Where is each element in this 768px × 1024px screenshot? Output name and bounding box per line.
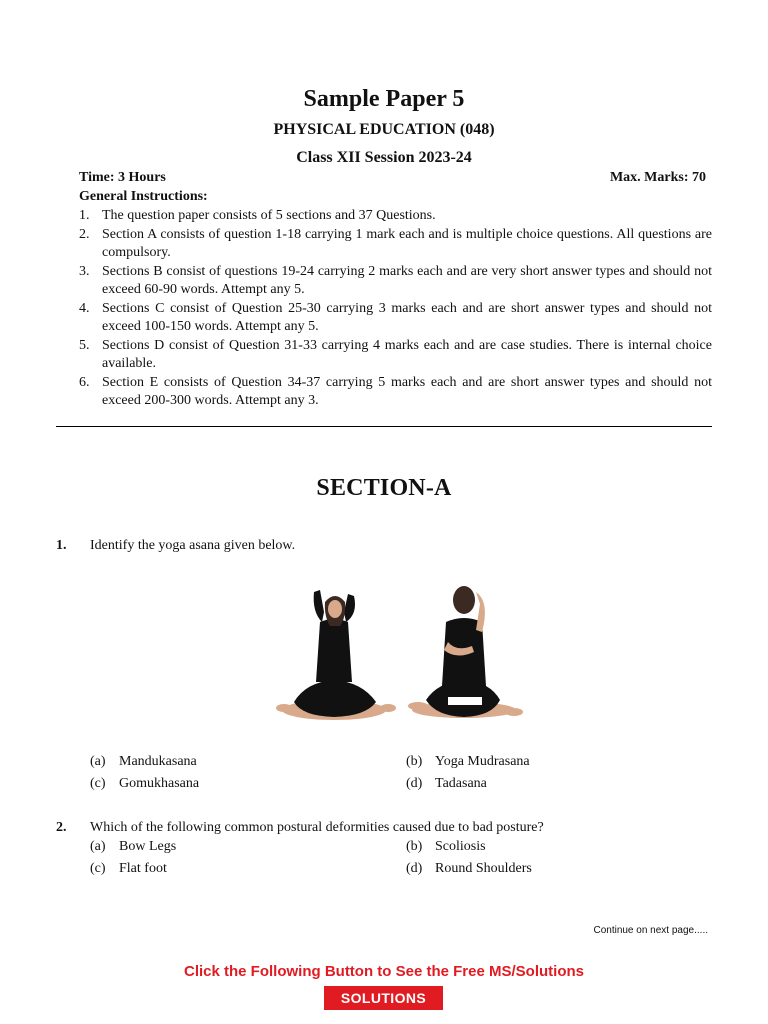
instruction-text: The question paper consists of 5 sections and 37 Questions. [102, 208, 436, 223]
question-number: 1. [56, 538, 67, 553]
instruction-number: 2. [79, 226, 90, 242]
instruction-text: Sections B consist of questions 19-24 carrying 2 marks each and are very short answer types and should not exceed 60-90 words. Attempt any 5. [102, 263, 712, 297]
instruction-text: Section A consists of question 1-18 carrying 1 mark each and is multiple choice questions. All questions are compulsory. [102, 226, 712, 260]
option-text: Gomukhasana [119, 776, 200, 791]
instruction-item [79, 337, 712, 374]
question-number: 2. [56, 820, 67, 835]
option-label: (a) [90, 754, 106, 769]
yoga-figure-front [276, 590, 396, 720]
yoga-figure-back [408, 586, 523, 718]
option-text: Yoga Mudrasana [435, 754, 530, 769]
question-text: Identify the yoga asana given below. [90, 538, 296, 553]
solutions-button[interactable]: SOLUTIONS [324, 986, 443, 1010]
option-text: Round Shoulders [435, 861, 532, 876]
instruction-item [79, 263, 712, 300]
option-label: (a) [90, 839, 106, 854]
option-b [406, 839, 486, 855]
instruction-item [79, 300, 712, 337]
instruction-text: Sections D consist of Question 31-33 carrying 4 marks each and are case studies. There is internal choice available. [102, 337, 712, 371]
paper-title: Sample Paper 5 [303, 86, 465, 112]
option-a [90, 754, 197, 770]
class-session: Class XII Session 2023-24 [296, 149, 472, 166]
option-c [90, 776, 199, 792]
section-heading: SECTION-A [316, 475, 452, 501]
option-label: (c) [90, 776, 106, 791]
option-label: (b) [406, 754, 423, 769]
time-allowed: Time: 3 Hours [79, 170, 166, 185]
option-label: (d) [406, 861, 423, 876]
option-text: Bow Legs [119, 839, 177, 854]
yoga-asana-illustration-icon [276, 582, 526, 722]
instruction-text: Sections C consist of Question 25-30 carrying 3 marks each and are short answer types and should not exceed 100-150 words. Attempt any 5. [102, 300, 712, 334]
option-label: (b) [406, 839, 423, 854]
option-b [406, 754, 530, 770]
max-marks: Max. Marks: 70 [609, 170, 706, 185]
instruction-number: 3. [79, 263, 90, 279]
instruction-item [79, 374, 712, 411]
option-text: Tadasana [435, 776, 487, 791]
instruction-number: 1. [79, 208, 90, 223]
continue-note: Continue on next page..... [593, 925, 708, 936]
general-instructions-label: General Instructions: [79, 189, 208, 204]
instructions-list [79, 207, 712, 411]
subject-code: PHYSICAL EDUCATION (048) [273, 121, 495, 138]
instruction-text: Section E consists of Question 34-37 carrying 5 marks each and are short answer types and should not exceed 200-300 words. Attempt any 3. [102, 374, 712, 408]
option-label: (d) [406, 776, 423, 791]
question-text: Which of the following common postural deformities caused due to bad posture? [90, 820, 544, 835]
divider [56, 426, 712, 427]
option-d [406, 861, 532, 877]
option-a [90, 839, 176, 855]
instruction-item [79, 226, 712, 263]
option-text: Flat foot [119, 861, 167, 876]
solutions-cta-text: Click the Following Button to See the Free MS/Solutions [183, 963, 584, 980]
option-text: Mandukasana [119, 754, 197, 769]
instruction-item [79, 207, 712, 226]
instruction-number: 6. [79, 374, 90, 390]
option-d [406, 776, 487, 792]
option-text: Scoliosis [435, 839, 486, 854]
option-c [90, 861, 167, 877]
instruction-number: 4. [79, 300, 90, 316]
instruction-number: 5. [79, 337, 90, 353]
option-label: (c) [90, 861, 106, 876]
